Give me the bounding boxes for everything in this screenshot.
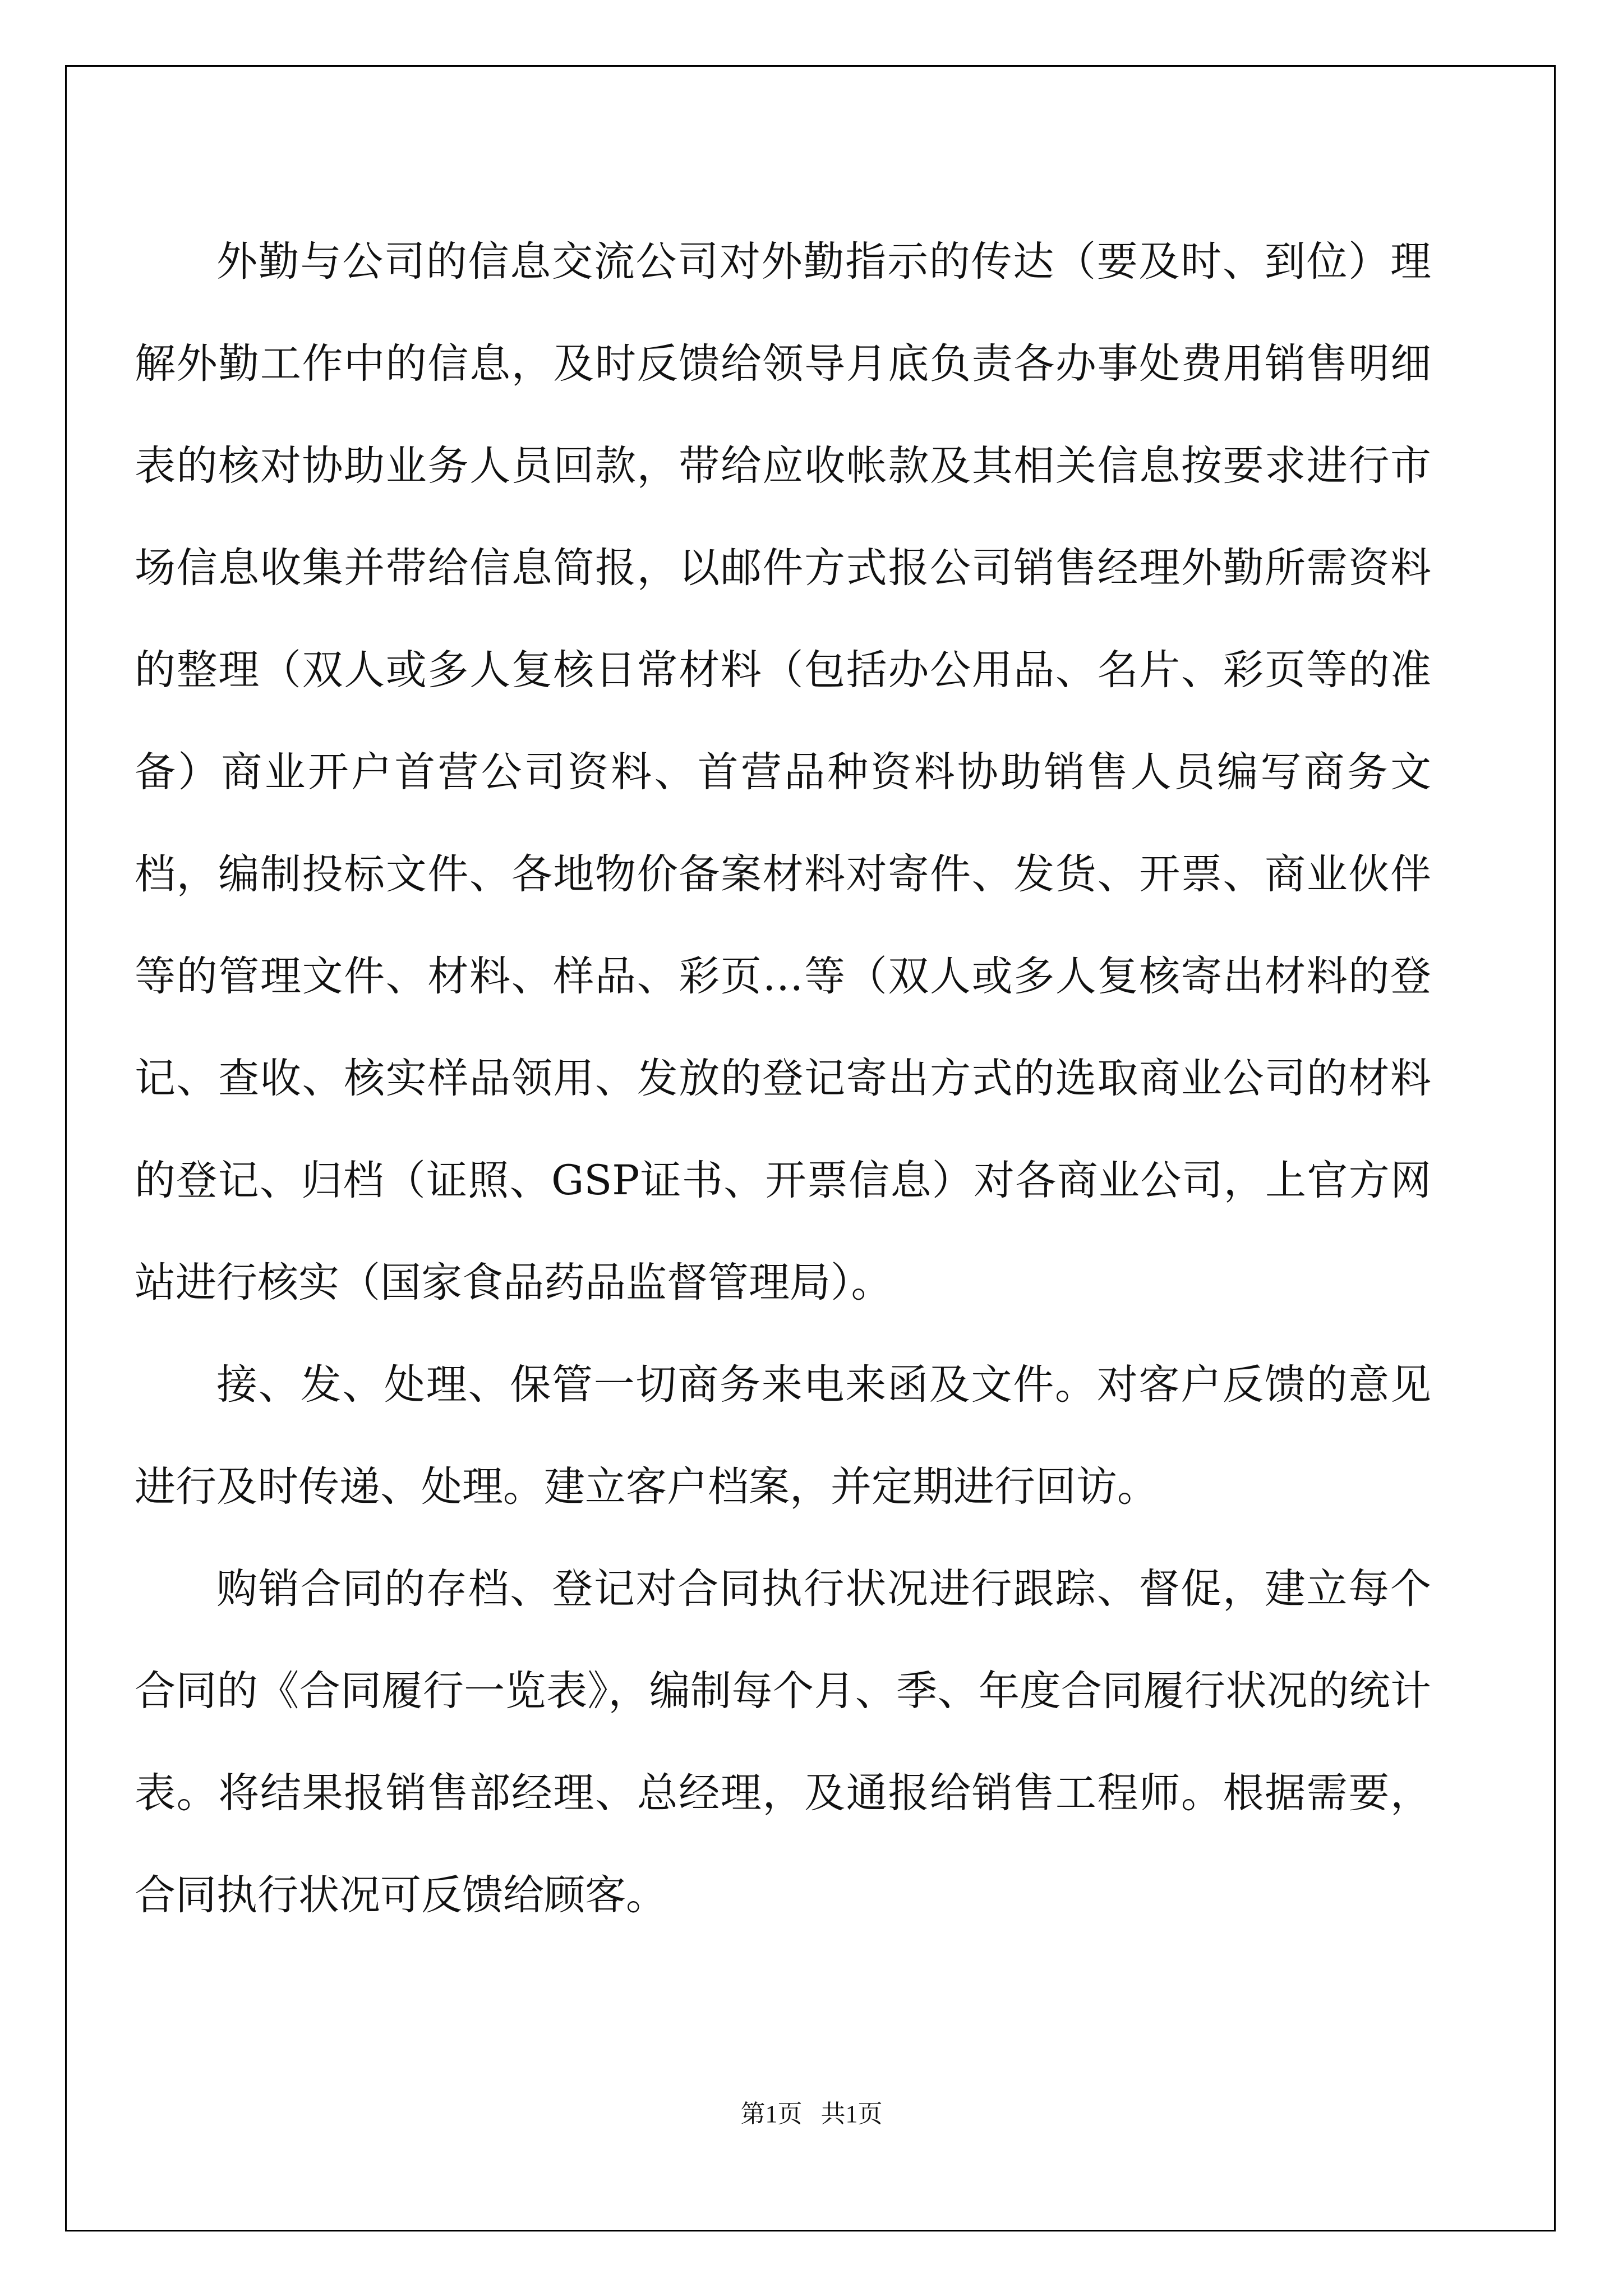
document-body — [135, 211, 1431, 1947]
paragraph-2: 接、发、处理、保管一切商务来电来函及文件。对客户反馈的意见进行及时传递、处理。建立客户档案，并定期进行回访。 — [135, 1361, 1431, 1511]
paragraph-1: 外勤与公司的信息交流公司对外勤指示的传达（要及时、到位）理解外勤工作中的信息，及时反馈给领导月底负责各办事处费用销售明细表的核对协助业务人员回款，带给应收帐款及其相关信息按要求进行市场信息收集并带给信息简报，以邮件方式报公司销售经理外勤所需资料的整理（双人或多人复核日常材料（包括办公用品、名片、彩页等的准备）商业开户首营公司资料、首营品种资料协助销售人员编写商务文档，编制投标文件、各地物价备案材料对寄件、发货、开票、商业伙伴等的管理文件、材料、样品、彩页…等（双人或多人复核寄出材料的登记、查收、核实样品领用、发放的登记寄出方式的选取商业公司的材料的登记、归档（证照、GSP证书、开票信息）对各商业公司，上官方网站进行核实（国家食品药品监督管理局）。 — [135, 238, 1431, 1306]
paragraph-3: 购销合同的存档、登记对合同执行状况进行跟踪、督促，建立每个合同的《合同履行一览表》，编制每个月、季、年度合同履行状况的统计表。将结果报销售部经理、总经理，及通报给销售工程师。根据需要，合同执行状况可反馈给顾客。 — [135, 1565, 1431, 1919]
page-number-footer: 第1页 共1页 — [740, 2100, 883, 2128]
